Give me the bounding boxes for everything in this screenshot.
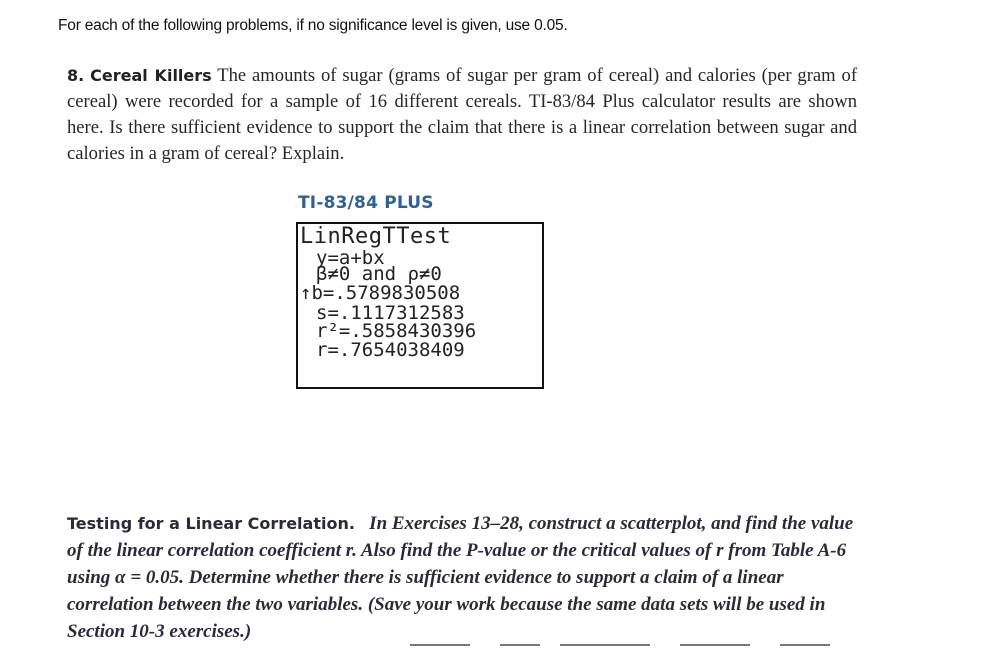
instructions-text: For each of the following problems, if no significance level is given, use 0.05. xyxy=(58,17,568,34)
problem-title: Cereal Killers xyxy=(90,66,212,85)
problem-text: The amounts of sugar (grams of sugar per gram of cereal) and calories (per gram of cereal) were recorded for a sample of 16 different cereals. TI-83/84 Plus calculator results are shown here. Is there sufficient evidence to support the claim that there is a linear correlation between sugar and calories in a gram of cereal? Explain. xyxy=(67,65,858,164)
screen-line-hypothesis: β≠0 and ρ≠0 xyxy=(316,263,442,285)
screen-line-r: r=.7654038409 xyxy=(316,339,465,361)
calculator-label: TI-83/84 PLUS xyxy=(298,193,434,213)
screen-line-model: y=a+bx xyxy=(316,247,385,269)
section-body: In Exercises 13–28, construct a scatterplot, and find the value of the linear correlation coefficient r. Also find the P-value or the critical values of r from Table A-6 using α = 0.05. Determine whether there is sufficient evidence to support a claim of a linear correlation between the two variables. (Save your work because the same data sets will be used in Section 10-3 exercises.) xyxy=(67,513,854,642)
screen-title: LinRegTTest xyxy=(300,224,452,249)
cut-off-text-fragment xyxy=(120,640,850,648)
problem-number: 8. xyxy=(67,66,85,85)
screen-line-r-squared: r²=.5858430396 xyxy=(316,320,477,342)
calculator-screen xyxy=(296,222,544,389)
problem-8 xyxy=(67,63,857,167)
screen-line-b: ↑b=.5789830508 xyxy=(300,282,461,304)
screen-line-s: s=.1117312583 xyxy=(316,302,465,324)
exercise-section xyxy=(67,510,867,645)
section-heading: Testing for a Linear Correlation. xyxy=(67,514,355,533)
